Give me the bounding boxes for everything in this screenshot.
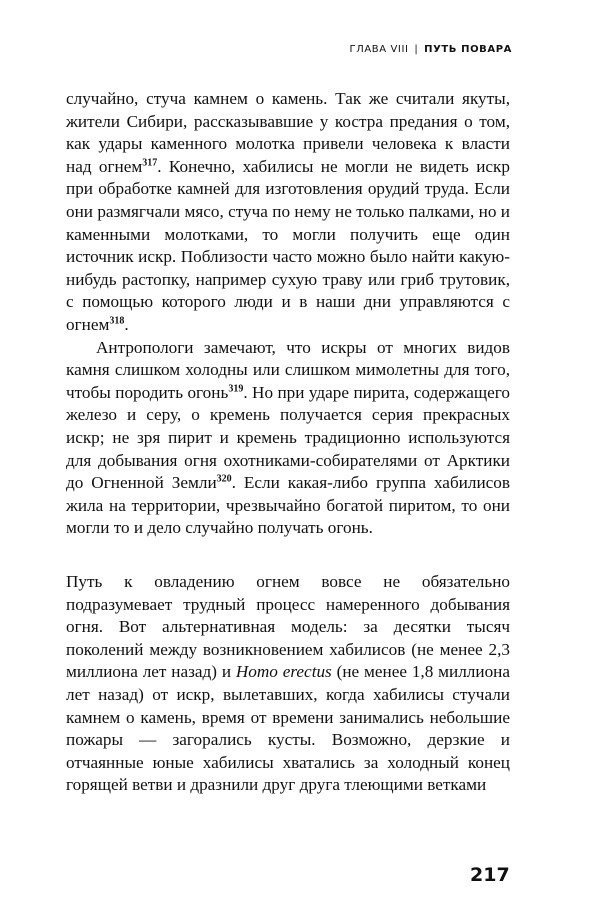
paragraph-3 xyxy=(66,571,510,797)
text-block-bottom xyxy=(66,571,510,797)
paragraph-1-text-c: . xyxy=(124,314,129,334)
chapter-title: ПУТЬ ПОВАРА xyxy=(424,44,512,55)
paragraph-2-text-a: Антропологи замечают, что искры от многих видов камня слишком холодны или слишком мимолетны для того, чтобы породить огонь xyxy=(66,337,510,402)
paragraph-1 xyxy=(66,88,510,337)
page-number: 217 xyxy=(470,864,510,886)
footnote-ref-317[interactable]: 317 xyxy=(142,157,158,169)
paragraph-1-text-a: случайно, стуча камнем о камень. Так же считали якуты, жители Сибири, рассказывавшие у костра предания о том, как удары каменного молотка привели человека к власти над огнем xyxy=(66,89,510,176)
paragraph-2-text-c: . Если какая-либо группа хабилисов жила на территории, чрезвычайно богатой пиритом, то они могли то и дело случайно получать огонь. xyxy=(66,473,510,538)
footnote-ref-320[interactable]: 320 xyxy=(216,473,232,485)
footnote-ref-319[interactable]: 319 xyxy=(228,382,244,394)
header-separator: | xyxy=(414,44,419,55)
paragraph-2 xyxy=(66,337,510,540)
paragraph-3-text-b: (не менее 1,8 миллиона лет назад) от искр, вылетавших, когда хабилисы стучали камнем о камень, время от времени занимались небольшие пожары — загорались кусты. Возможно, дерзкие и отчаянные юные хабилисы хватались за холодный конец горящей ветви и дразнили друг друга тлеющими ветками xyxy=(66,662,510,795)
chapter-label: ГЛАВА VIII xyxy=(349,44,409,55)
species-name: Homo erectus xyxy=(235,662,332,682)
text-block-top xyxy=(66,88,510,540)
running-head xyxy=(350,44,512,55)
paragraph-1-text-b: . Конечно, хабилисы не могли не видеть искр при обработке камней для изготовления орудий труда. Если они размягчали мясо, стуча по нему не только палками, но и каменными молотками, то могли получить еще один источник искр. Поблизости часто можно было найти какую-нибудь растопку, например сухую траву или гриб трутовик, с помощью которого люди и в наши дни управляются с огнем xyxy=(66,156,511,334)
paragraph-3-text-a: Путь к овладению огнем вовсе не обязательно подразумевает трудный процесс намеренного добывания огня. Вот альтернативная модель: за десятки тысяч поколений между возникновением хабилисов (не менее 2,3 миллиона лет назад) и xyxy=(66,572,510,682)
paragraph-2-text-b: . Но при ударе пирита, содержащего железо и серу, о кремень получается серия прекрасных искр; не зря пирит и кремень традиционно используются для добывания огня охотниками-собирателями от Арктики до Огненной Земли xyxy=(66,382,510,493)
footnote-ref-318[interactable]: 318 xyxy=(109,315,125,327)
